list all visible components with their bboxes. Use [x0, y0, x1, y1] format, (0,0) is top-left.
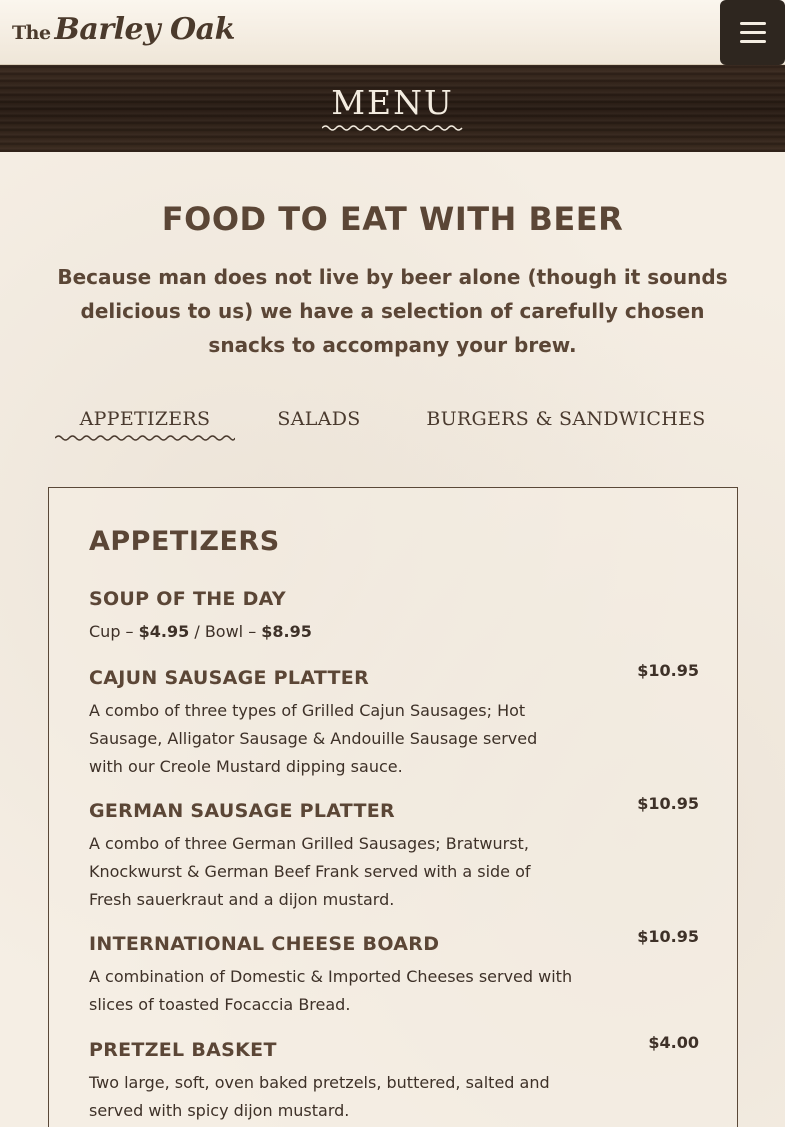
bowl-label: / Bowl –	[189, 622, 262, 641]
item-price: $10.95	[637, 661, 699, 680]
menu-item	[89, 794, 699, 914]
cup-label: Cup –	[89, 622, 139, 641]
item-desc: Two large, soft, oven baked pretzels, buttered, salted and served with spicy dijon mustard.	[89, 1073, 550, 1120]
item-name: PRETZEL BASKET	[89, 1039, 277, 1061]
menu-item	[89, 588, 699, 646]
menu-item	[89, 661, 699, 781]
menu-card	[48, 487, 738, 1127]
tab-appetizers[interactable]	[55, 408, 235, 442]
menu-item	[89, 1033, 699, 1125]
intro-text: Because man does not live by beer alone (though it sounds delicious to us) we have a selection of carefully chosen snacks to accompany your brew.	[57, 265, 728, 357]
item-price: $10.95	[637, 794, 699, 813]
tab-label: BURGERS & SANDWICHES	[426, 408, 706, 430]
hamburger-icon-bar	[740, 31, 766, 34]
item-desc: A combo of three German Grilled Sausages; Bratwurst, Knockwurst & German Beef Frank served with a side of Fresh sauerkraut and a dijon mustard.	[89, 834, 531, 909]
section-title: APPETIZERS	[89, 526, 280, 557]
tab-label: SALADS	[277, 408, 361, 430]
item-name: INTERNATIONAL CHEESE BOARD	[89, 933, 440, 955]
page-title: FOOD TO EAT WITH BEER	[161, 200, 624, 238]
tab-salads[interactable]	[270, 408, 368, 430]
bowl-price: $8.95	[261, 622, 312, 641]
cup-price: $4.95	[138, 622, 190, 641]
site-header	[0, 0, 785, 65]
item-desc: A combo of three types of Grilled Cajun Sausages; Hot Sausage, Alligator Sausage & Andouille Sausage served with our Creole Mustard dipping sauce.	[89, 701, 538, 776]
menu-item	[89, 927, 699, 1019]
item-name: GERMAN SAUSAGE PLATTER	[89, 800, 395, 822]
item-desc	[89, 618, 574, 646]
tab-burgers-sandwiches[interactable]	[420, 408, 712, 430]
wavy-underline-icon	[322, 124, 464, 132]
item-price: $4.00	[648, 1033, 699, 1052]
hamburger-menu-button[interactable]	[720, 0, 785, 65]
wavy-underline-icon	[55, 434, 235, 442]
item-name: SOUP OF THE DAY	[89, 588, 286, 610]
hamburger-icon	[740, 22, 766, 25]
menu-banner	[0, 65, 785, 152]
item-desc: A combination of Domestic & Imported Cheeses served with slices of toasted Focaccia Bread.	[89, 967, 573, 1014]
banner-title: MENU	[331, 83, 454, 122]
tab-label: APPETIZERS	[79, 408, 211, 430]
item-price: $10.95	[637, 927, 699, 946]
main-content	[0, 152, 785, 1127]
logo-prefix: The	[12, 22, 51, 44]
logo-name: Barley Oak	[54, 12, 235, 47]
site-logo[interactable]	[12, 12, 235, 52]
hamburger-icon-bar	[740, 40, 766, 43]
item-name: CAJUN SAUSAGE PLATTER	[89, 667, 369, 689]
menu-tabs	[0, 408, 785, 448]
